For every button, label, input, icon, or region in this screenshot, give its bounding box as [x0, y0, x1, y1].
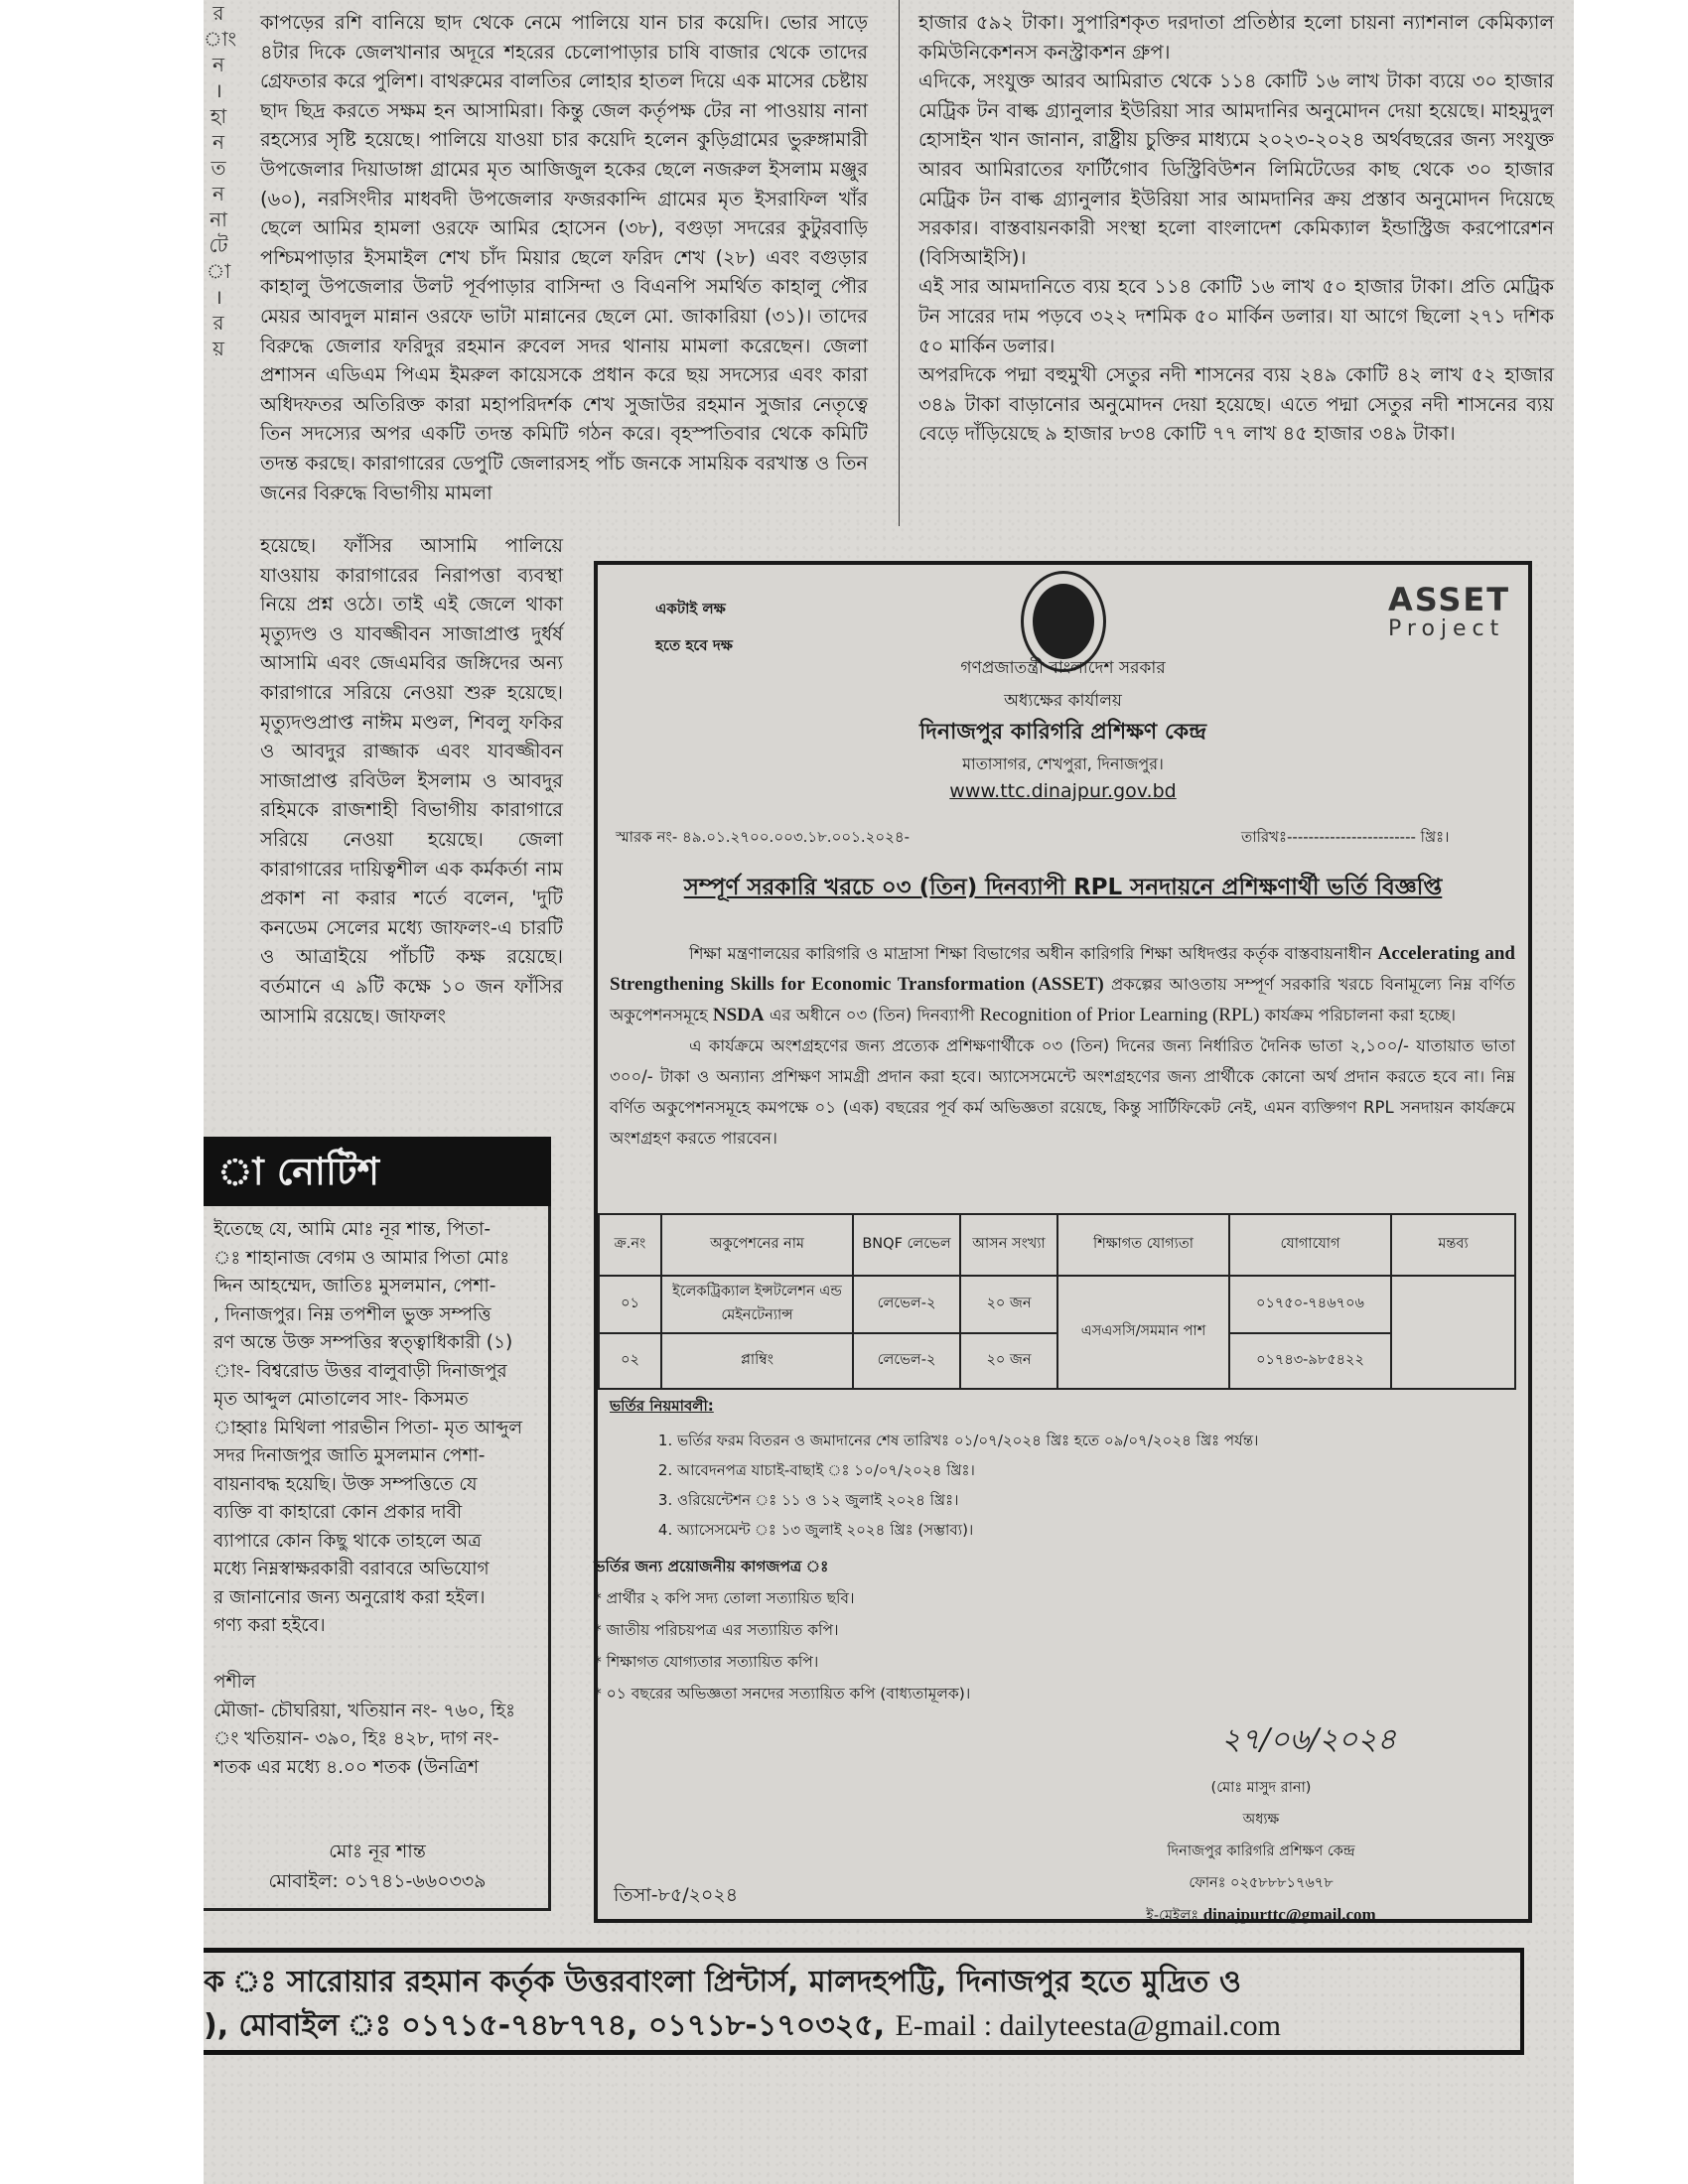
col-header: ক্র.নং — [599, 1214, 661, 1276]
edge-glyph: ন — [212, 53, 224, 76]
signer-email — [1112, 1899, 1410, 1932]
doc-item: * জাতীয় পরিচয়পত্র এর সত্যায়িত কপি। — [594, 1621, 839, 1639]
col-header: মন্তব্য — [1391, 1214, 1515, 1276]
col-header: আসন সংখ্যা — [960, 1214, 1057, 1276]
newspaper-imprint — [204, 1948, 1524, 2055]
edge-glyph: র — [212, 311, 224, 335]
col-header: শিক্ষাগত যোগ্যতা — [1057, 1214, 1229, 1276]
notice-line: সদর দিনাজপুর জাতি মুসলমান পেশা- — [213, 1445, 486, 1466]
notice-line: াহ্বাঃ মিথিলা পারভীন পিতা- মৃত আব্দুল — [213, 1417, 523, 1438]
email-label: ই-মেইলঃ — [1146, 1908, 1199, 1924]
cell-contact: ০১৭৪৩-৯৮৫৪২২ — [1229, 1333, 1391, 1389]
doc-item: * ০১ বছরের অভিজ্ঞতা সনদের সত্যায়িত কপি (বাধ্যতামূলক)। — [594, 1685, 971, 1703]
notice-line — [213, 1641, 541, 1670]
text: এর অধীনে ০৩ (তিন) দিনব্যাপী — [769, 1006, 975, 1024]
ad-body — [610, 938, 1515, 1154]
notice-signer: মোঃ নূর শান্ত — [329, 1841, 426, 1862]
edge-glyph: ন — [212, 130, 224, 154]
doc-item: * শিক্ষাগত যোগ্যতার সত্যায়িত কপি। — [594, 1653, 819, 1671]
cell-level: লেভেল-২ — [853, 1276, 960, 1333]
rpl-name: Recognition of Prior Learning (RPL) — [979, 1005, 1260, 1025]
notice-line: গণ্য করা হইবে। — [213, 1615, 326, 1636]
email-address[interactable]: dinajpurttc@gmail.com — [1202, 1905, 1376, 1924]
imprint-line-1: ক ঃ সারোয়ার রহমান কর্তৃক উত্তরবাংলা প্রিন্টার্স, মালদহপট্টি, দিনাজপুর হতে মুদ্রিত ও — [204, 1965, 1241, 1999]
edge-glyph: ত — [211, 156, 226, 180]
cell-level: লেভেল-২ — [853, 1333, 960, 1389]
news-article-right-column — [918, 8, 1554, 449]
required-documents — [594, 1551, 1289, 1709]
edge-glyph: । — [214, 78, 222, 102]
ad-signature-block — [1112, 1772, 1410, 1932]
notice-line: বায়নাবদ্ধ হয়েছি। উক্ত সম্পত্তিতে যে — [213, 1473, 478, 1495]
cell-qualification: এসএসসি/সমমান পাশ — [1057, 1276, 1229, 1389]
notice-signature-block — [213, 1837, 541, 1896]
signer-name: (মোঃ মাসুদ রানা) — [1210, 1780, 1312, 1796]
news-paragraph: এদিকে, সংযুক্ত আরব আমিরাত থেকে ১১৪ কোটি ১৬ লাখ টাকা ব্যয়ে ৩০ হাজার মেট্রিক টন বাল্ক গ্র্যানুলার ইউরিয়া সার আমদানির অনুমোদন দেয়া হয়েছে। মাহমুদুল হোসাইন খান জানান, রাষ্ট্রীয় চুক্তির মাধ্যমে ২০২৩-২০২৪ অর্থবছরের জন্য সংযুক্ত আরব আমিরাতের ফার্টিগোব ডিস্ট্রিবিউশন লিমিটেডের কাছ থেকে ৩০ হাজার মেট্রিক টন বাল্ক গ্র্যানুলার ইউরিয়া সার আমদানির ক্রয় প্রস্তাব অনুমোদন দিয়েছে সরকার। বাস্তবায়নকারী সংস্থা হলো বাংলাদেশ কেমিক্যাল ইন্ডাস্ট্রিজ করপোরেশন (বিসিআইসি)। — [918, 69, 1554, 269]
notice-line: রণ অন্তে উক্ত সম্পত্তির স্বত্ত্বাধিকারী (১) — [213, 1332, 513, 1353]
table-header-row — [599, 1214, 1515, 1276]
notice-line: ইতেছে যে, আমি মোঃ নূর শান্ত, পিতা- — [213, 1219, 491, 1240]
notice-line: , দিনাজপুর। নিম্ন তপশীল ভুক্ত সম্পত্তি — [213, 1303, 492, 1325]
col-header: অকুপেশনের নাম — [661, 1214, 853, 1276]
text: প্রকল্পের আওতায় সম্পূর্ণ সরকারি খরচে বিনামূল্যে নিম্ন বর্ণিত অকুপেশনসমূহে — [610, 975, 1515, 1024]
ad-website-link[interactable]: www.ttc.dinajpur.gov.bd — [949, 780, 1177, 802]
notice-line: মধ্যে নিম্নস্বাক্ষরকারী বরাবরে অভিযোগ — [213, 1559, 490, 1579]
news-paragraph: এই সার আমদানিতে ব্যয় হবে ১১৪ কোটি ১৬ লাখ ৫০ হাজার টাকা। প্রতি মেট্রিক টন সারের দাম পড়বে ৩২২ দশমিক ৫০ মার্কিন ডলার। যা আগে ছিলো ২৭১ দশিক ৫০ মার্কিন ডলার। — [918, 275, 1554, 357]
cell-sl: ০২ — [599, 1333, 661, 1389]
rule-item: 3. ওরিয়েন্টেশন ঃ ১১ ও ১২ জুলাই ২০২৪ খ্রিঃ। — [677, 1485, 1503, 1515]
news-paragraph: হাজার ৫৯২ টাকা। সুপারিশকৃত দরদাতা প্রতিষ্ঠার হলো চায়না ন্যাশনাল কেমিক্যাল কমিউনিকেশনস কনস্ট্রাকশন গ্রুপ। — [918, 11, 1554, 64]
imprint-email: E-mail : dailyteesta@gmail.com — [895, 2009, 1281, 2042]
news-paragraph: অপরদিকে পদ্মা বহুমুখী সেতুর নদী শাসনের ব্যয় ২৪৯ কোটি ৪২ লাখ ৫২ হাজার ৩৪৯ টাকা বাড়ানোর অনুমোদন দেয়া হয়েছে। এতে পদ্মা সেতুর নদী শাসনের ব্যয় বেড়ে দাঁড়িয়েছে ৯ হাজার ৮৩৪ কোটি ৭৭ লাখ ৪৫ হাজার ৩৪৯ টাকা। — [918, 363, 1554, 446]
slogan-line: হতে হবে দক্ষ — [655, 636, 733, 654]
cell-occupation: ইলেকট্রিক্যাল ইন্সটলেশন এন্ড মেইনটেন্যান্স — [661, 1276, 853, 1333]
rule-item: 2. আবেদনপত্র যাচাই-বাছাই ঃ ১০/০৭/২০২৪ খ্রিঃ। — [677, 1455, 1503, 1485]
table-row — [599, 1276, 1515, 1333]
admission-rules — [610, 1395, 1503, 1545]
signer-title: অধ্যক্ষ — [1242, 1812, 1280, 1828]
notice-line: পশীল — [213, 1672, 256, 1693]
ad-title-text: সম্পূর্ণ সরকারি খরচে ০৩ (তিন) দিনব্যাপী RPL সনদায়নে প্রশিক্ষণার্থী ভর্তি বিজ্ঞপ্তি — [683, 875, 1443, 900]
edge-glyph: া — [206, 259, 231, 283]
ad-body-paragraph-2: এ কার্যক্রমে অংশগ্রহণের জন্য প্রত্যেক প্রশিক্ষণার্থীকে ০৩ (তিন) দিনের জন্য নির্ধারিত দৈনিক ভাতা ২,১০০/- যাতায়াত ভাতা ৩০০/- টাকা ও অন্যান্য প্রশিক্ষণ সামগ্রী প্রদান করা হবে। অ্যাসেসমেন্টে অংশগ্রহণের জন্য প্রার্থীকে কোনো অর্থ প্রদান করতে হবে না। নিম্ন বর্ণিত অকুপেশনসমূহে কমপক্ষে ০১ (এক) বছরের পূর্ব কর্ম অভিজ্ঞতা রয়েছে, কিন্তু সার্টিফিকেট নেই, এমন ব্যক্তিগণ RPL সনদায়ন কার্যক্রমে অংশগ্রহণ করতে পারবেন। — [610, 1036, 1515, 1148]
edge-glyph: টে — [209, 233, 228, 257]
news-article-narrow-column — [260, 531, 563, 1030]
ad-body-paragraph-1 — [610, 938, 1515, 1030]
news-paragraph: হয়েছে। ফাঁসির আসামি পালিয়ে যাওয়ায় কারাগারের নিরাপত্তা ব্যবস্থা নিয়ে প্রশ্ন ওঠে। তাই এই জেলে থাকা মৃত্যুদণ্ড ও যাবজ্জীবন সাজাপ্রাপ্ত দুর্ধর্ষ আসামি এবং জেএমবির জঙ্গিদের অন্য কারাগারে সরিয়ে নেওয়া শুরু হয়েছে। মৃত্যুদণ্ডপ্রাপ্ত নাঈম মণ্ডল, শিবলু ফকির ও আবদুর রাজ্জাক এবং যাবজ্জীবন সাজাপ্রাপ্ত রবিউল ইসলাম ও আবদুর রহিমকে রাজশাহী বিভাগীয় কারাগারে সরিয়ে নেওয়া হয়েছে। জেলা কারাগারের দায়িত্বশীল এক কর্মকর্তা নাম প্রকাশ না করার শর্তে বলেন, 'দুটি কনডেম সেলের মধ্যে জাফলং-এ চারটি ও আত্রাইয়ে পাঁচটি কক্ষ রয়েছে। বর্তমানে এ ৯টি কক্ষে ১০ জন ফাঁসির আসামি রয়েছে। জাফলং — [260, 534, 563, 1027]
doc-item: * প্রার্থীর ২ কপি সদ্য তোলা সত্যায়িত ছবি। — [594, 1589, 855, 1607]
notice-line: মৃত আব্দুল মোতালেব সাং- কিসমত — [213, 1389, 469, 1410]
notice-line: ং খতিয়ান- ৩৯০, হিঃ ৪২৮, দাগ নং- — [213, 1728, 499, 1749]
nsda: NSDA — [712, 1005, 765, 1025]
cell-occupation: প্লাম্বিং — [661, 1333, 853, 1389]
asset-logo-subtext: Project — [1388, 616, 1505, 641]
docs-heading: ভর্তির জন্য প্রয়োজনীয় কাগজপত্র ঃ — [594, 1558, 829, 1575]
ad-title — [594, 869, 1532, 907]
edge-glyph: য় — [212, 337, 224, 360]
notice-line: র জানানোর জন্য অনুরোধ করা হইল। — [213, 1586, 486, 1608]
ad-date-field: তারিখঃ------------------------ খ্রিঃ। — [1241, 828, 1450, 846]
rule-item: 1. ভর্তির ফরম বিতরন ও জমাদানের শেষ তারিখঃ ০১/০৭/২০২৪ খ্রিঃ হতে ০৯/০৭/২০২৪ খ্রিঃ পর্যন্ত। — [677, 1426, 1503, 1455]
rule-item: 4. অ্যাসেসমেন্ট ঃ ১৩ জুলাই ২০২৪ খ্রিঃ (সম্ভাব্য)। — [677, 1515, 1503, 1545]
asset-logo-text: ASSET — [1388, 581, 1511, 618]
notice-mobile: মোবাইল: ০১৭৪১-৬৬০৩৩৯ — [268, 1870, 487, 1892]
notice-line: ঃ শাহানাজ বেগম ও আমার পিতা মোঃ — [213, 1247, 510, 1269]
news-paragraph: কাপড়ের রশি বানিয়ে ছাদ থেকে নেমে পালিয়ে যান চার কয়েদি। ভোর সাড়ে ৪টার দিকে জেলখানার অদূরে শহরের চেলোপাড়ার চাষি বাজার থেকে তাদের গ্রেফতার করে পুলিশ। বাথরুমের বালতির লোহার হাতল দিয়ে এক মাসের চেষ্টায় ছাদ ছিদ্র করতে সক্ষম হন আসামিরা। কিন্তু জেল কর্তৃপক্ষ টের না পাওয়ায় নানা রহস্যের সৃষ্টি হয়েছে। পালিয়ে যাওয়া চার কয়েদি হলেন কুড়িগ্রামের ভুরুঙ্গামারী উপজেলার দিয়াডাঙ্গা গ্রামের মৃত আজিজুল হকের ছেলে নজরুল ইসলাম মঞ্জুর (৬০), নরসিংদীর মাধবদী উপজেলার ফজরকান্দি গ্রামের মৃত ইসরাফিল খাঁর ছেলে আমির হামলা ওরফে আমির হোসেন (৩৮), বগুড়া সদরের কুটুরবাড়ি পশ্চিমপাড়ার ইসমাইল শেখ চাঁদ মিয়ার ছেলে ফরিদ শেখ (২৮) এবং বগুড়ার কাহালু উপজেলার উলট পূর্বপাড়ার বাসিন্দা ও বিএনপি সমর্থিত কাহালু পৌর মেয়র আবদুল মান্নান ওরফে ভাটা মান্নানের ছেলে মো. জাকারিয়া (৩১)। তাদের বিরুদ্ধে জেলার ফরিদুর রহমান রুবেল সদর থানায় মামলা করেছেন। জেলা প্রশাসন এডিএম পিএম ইমরুল কায়েসকে প্রধান করে ছয় সদস্যের এবং কারা অধিদফতর অতিরিক্ত কারা মহাপরিদর্শক শেখ সুজাউর রহমান সুজার নেতৃত্বে তিন সদস্যের অপর একটি তদন্ত কমিটি গঠন করে। বৃহস্পতিবার থেকে কমিটি তদন্ত করছে। কারাগারের ডেপুটি জেলারসহ পাঁচ জনকে সাময়িক বরখাস্ত ও তিন জনের বিরুদ্ধে বিভাগীয় মামলা — [260, 11, 868, 504]
cell-sl: ০১ — [599, 1276, 661, 1333]
notice-line: শতক এর মধ্যে ৪.০০ শতক (উনত্রিশ — [213, 1756, 480, 1778]
notice-line: াং- বিশ্বরোড উত্তর বালুবাড়ী দিনাজপুর — [213, 1360, 507, 1382]
notice-line: মৌজা- চৌঘরিয়া, খতিয়ান নং- ৭৬০, হিঃ — [213, 1700, 516, 1721]
edge-glyph: । — [214, 285, 222, 309]
edge-glyph: াং — [204, 27, 237, 51]
ad-address: মাতাসাগর, শেখপুরা, দিনাজপুর। — [962, 754, 1164, 773]
ad-office: অধ্যক্ষের কার্যালয় — [1004, 691, 1122, 711]
text: শিক্ষা মন্ত্রণালয়ের কারিগরি ও মাদ্রাসা শিক্ষা বিভাগের অধীন কারিগরি শিক্ষা অধিদপ্তর কর্তৃক বাস্তবায়নাধীন — [689, 944, 1372, 963]
rules-heading: ভর্তির নিয়মাবলী: — [610, 1397, 714, 1415]
legal-notice-text — [213, 1216, 541, 1782]
table-row — [599, 1333, 1515, 1389]
text: কার্যক্রম পরিচালনা করা হচ্ছে। — [1264, 1006, 1457, 1024]
edge-glyph: না — [210, 207, 227, 231]
asset-project-logo — [1388, 581, 1510, 641]
cell-seats: ২০ জন — [960, 1333, 1057, 1389]
imprint-line-2 — [204, 2004, 1520, 2048]
column-divider — [899, 0, 900, 526]
ad-code: তিসা-৮৫/২০২৪ — [614, 1884, 739, 1906]
cell-contact: ০১৭৫০-৭৪৬৭০৬ — [1229, 1276, 1391, 1333]
news-article-left-column — [260, 8, 868, 507]
ad-government: গণপ্রজাতন্ত্রী বাংলাদেশ সরকার — [960, 658, 1166, 678]
slogan-line: একটাই লক্ষ — [655, 600, 726, 617]
notice-line: ব্যক্তি বা কাহারো কোন প্রকার দাবী — [213, 1502, 463, 1523]
notice-line: দ্দিন আহম্মেদ, জাতিঃ মুসলমান, পেশা- — [213, 1276, 496, 1297]
project-name: Accelerating and Strengthening Skills for Economic Transformation (ASSET) — [610, 943, 1515, 995]
col-header: BNQF লেভেল — [853, 1214, 960, 1276]
notice-line: ব্যাপারে কোন কিছু থাকে তাহলে অত্র — [213, 1530, 482, 1552]
col-header: যোগাযোগ — [1229, 1214, 1391, 1276]
ad-reference-number: স্মারক নং- ৪৯.০১.২৭০০.০০৩.১৮.০০১.২০২৪- — [616, 828, 910, 846]
imprint-phones: ), মোবাইল ঃ ০১৭১৫-৭৪৮৭৭৪, ০১৭১৮-১৭০৩২৫, — [204, 2008, 886, 2043]
edge-glyph: হা — [210, 104, 227, 128]
edge-glyph: র — [212, 1, 224, 25]
cell-seats: ২০ জন — [960, 1276, 1057, 1333]
ad-slogan — [655, 591, 733, 664]
cell-remarks — [1391, 1276, 1515, 1389]
notice-header: া নোটিশ — [204, 1137, 551, 1206]
occupation-table — [598, 1213, 1516, 1390]
left-edge-column-fragment — [204, 0, 237, 556]
signer-phone: ফোনঃ ০২৫৮৮৮১৭৬৭৮ — [1189, 1875, 1334, 1891]
signer-institute: দিনাজপুর কারিগরি প্রশিক্ষণ কেন্দ্র — [1167, 1843, 1355, 1859]
ad-institute-name: দিনাজপুর কারিগরি প্রশিক্ষণ কেন্দ্র — [918, 720, 1206, 745]
edge-glyph: ন — [212, 182, 224, 205]
handwritten-signature: ২৭/০৬/২০২৪ — [1221, 1722, 1397, 1757]
